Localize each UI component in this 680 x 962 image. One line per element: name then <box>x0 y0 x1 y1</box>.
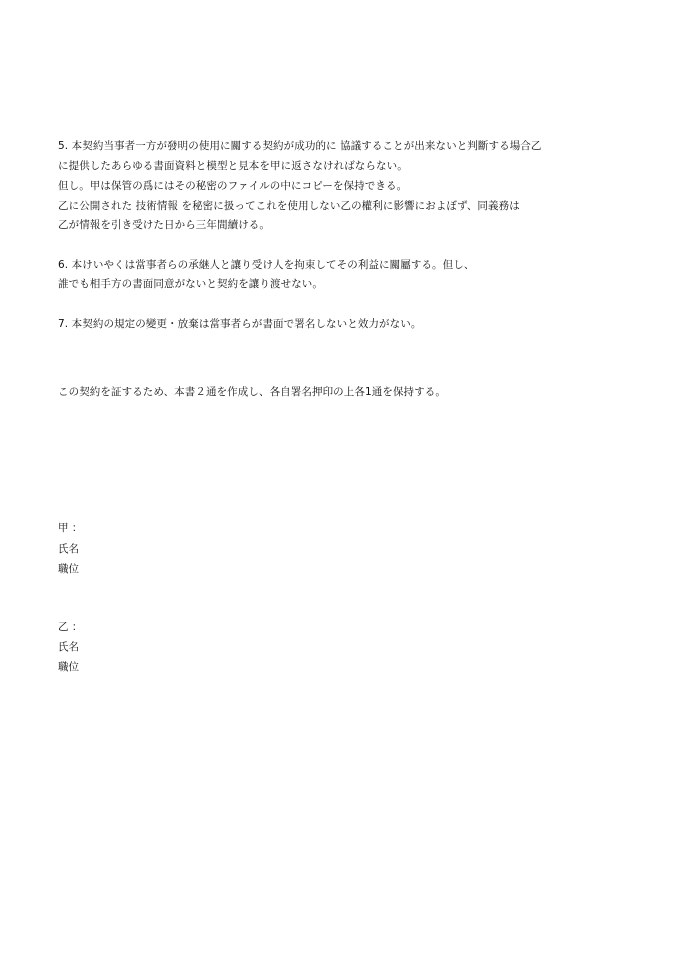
closing-statement: この契約を証するため、本書２通を作成し、各自署名押印の上各1通を保持する。 <box>58 386 446 398</box>
party-b-label: 乙 ： <box>58 621 83 633</box>
clause-5-line-4: 乙に公開された 技術情報 を秘密に扱ってこれを使用しない乙の權利に影響におよぼず、同義務は <box>58 200 520 212</box>
party-a-position-label: 職位 <box>58 563 79 575</box>
party-b-position-label: 職位 <box>58 661 79 673</box>
party-b-name-label: 氏名 <box>58 641 79 653</box>
clause-5-line-5: 乙が情報を引き受けた日から三年間續ける。 <box>58 219 270 231</box>
clause-6-line-1: 6. 本けいやくは當事者らの承継人と讓り受け人を拘束してその利益に關屬する。但し、 <box>58 259 475 271</box>
party-a-name-label: 氏名 <box>58 543 79 555</box>
clause-5-line-3: 但し。甲は保管の爲にはその秘密のファイルの中にコピーを保持できる。 <box>58 180 408 192</box>
clause-6-line-2: 誰でも相手方の書面同意がないと契約を讓り渡せない。 <box>58 278 323 290</box>
clause-7-line-1: 7. 本契約の規定の變更・放棄は當事者らが書面で署名しないと效力がない。 <box>58 318 422 330</box>
clause-5-line-1: 5. 本契約当事者一方が發明の使用に關する契約が成功的に 協議することが出来ないと判斷する場合乙 <box>58 140 542 152</box>
party-a-label: 甲 ： <box>58 522 83 534</box>
clause-5-line-2: に提供したあらゆる書面資料と模型と見本を甲に返さなければならない。 <box>58 160 408 172</box>
